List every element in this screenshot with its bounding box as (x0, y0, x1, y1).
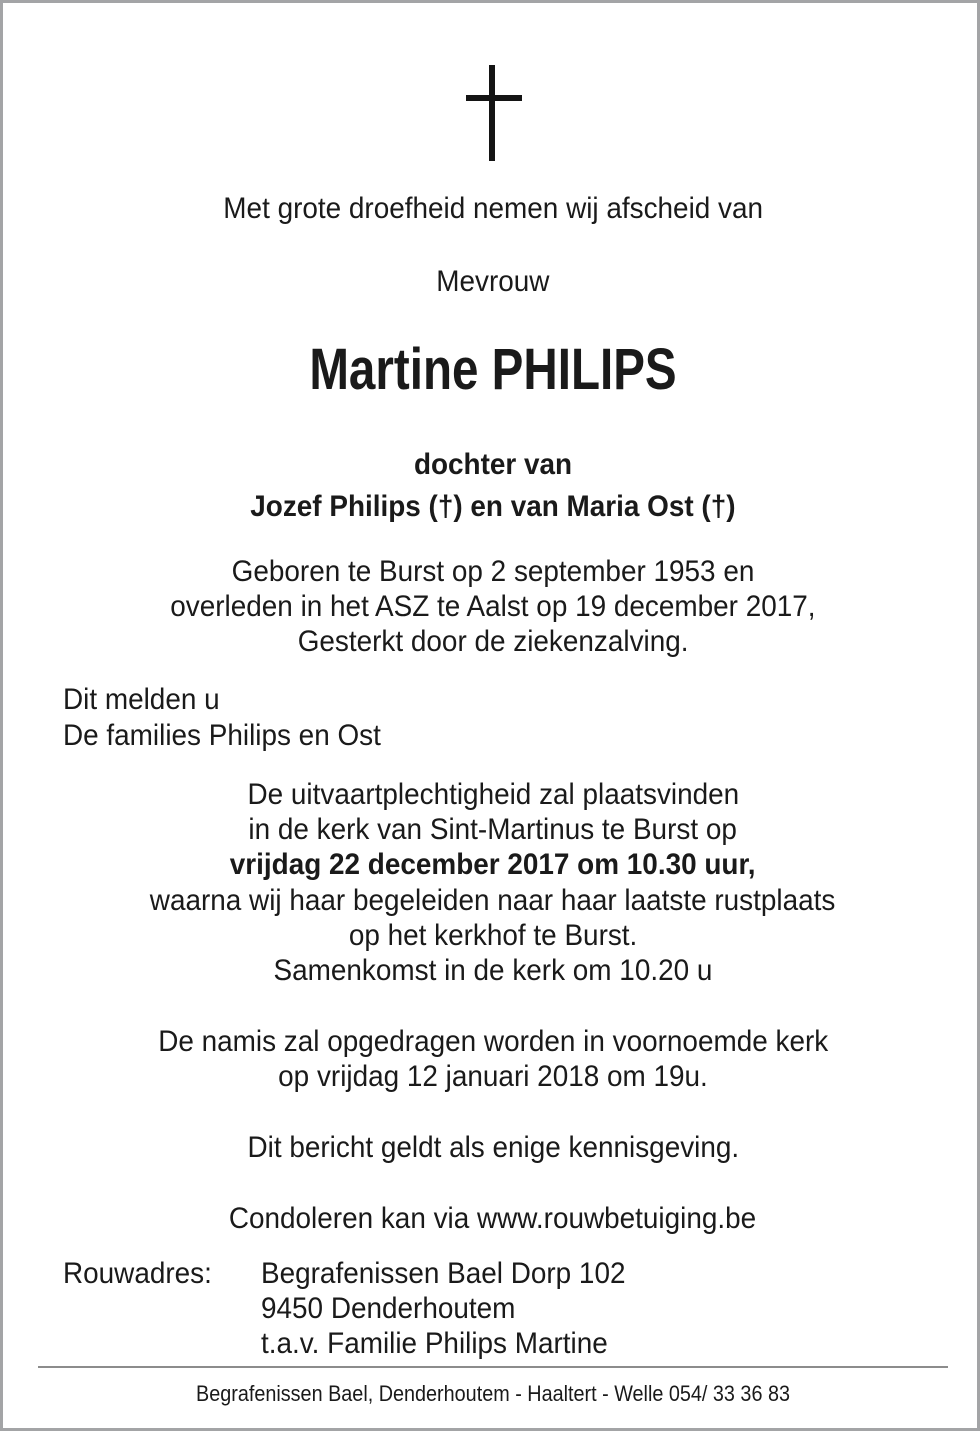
announcer-line: Dit melden u (63, 683, 220, 716)
relation: dochter van (413, 448, 573, 481)
announcer-line: De families Philips en Ost (63, 719, 381, 752)
address-label: Rouwadres: (63, 1257, 212, 1290)
address-line: Begrafenissen Bael Dorp 102 (261, 1257, 626, 1290)
mass-line: De namis zal opgedragen worden in voornoemde kerk (157, 1025, 828, 1058)
funeral-line: op het kerkhof te Burst. (348, 919, 638, 952)
birth-line: overleden in het ASZ te Aalst op 19 december 2017, (170, 590, 816, 623)
title-prefix: Mevrouw (436, 265, 550, 298)
deceased-name: Martine PHILIPS (309, 337, 677, 402)
address-line: 9450 Denderhoutem (261, 1292, 516, 1325)
condolences: Condoleren kan via www.rouwbetuiging.be (229, 1202, 757, 1235)
divider (38, 1366, 948, 1368)
funeral-date: vrijdag 22 december 2017 om 10.30 uur, (230, 848, 756, 881)
address-line: t.a.v. Familie Philips Martine (261, 1327, 608, 1360)
parents: Jozef Philips (†) en van Maria Ost (†) (250, 490, 736, 523)
footer: Begrafenissen Bael, Denderhoutem - Haaltert - Welle 054/ 33 36 83 (195, 1381, 790, 1406)
intro: Met grote droefheid nemen wij afscheid van (223, 192, 763, 225)
funeral-line: waarna wij haar begeleiden naar haar laatste rustplaats (150, 884, 836, 917)
funeral-line: De uitvaartplechtigheid zal plaatsvinden (247, 778, 739, 811)
birth-line: Gesterkt door de ziekenzalving. (297, 625, 689, 658)
notice: Dit bericht geldt als enige kennisgeving. (247, 1131, 739, 1164)
funeral-line: in de kerk van Sint-Martinus te Burst op (248, 813, 738, 846)
mass-line: op vrijdag 12 januari 2018 om 19u. (278, 1060, 708, 1093)
funeral-line: Samenkomst in de kerk om 10.20 u (273, 954, 713, 987)
cross-icon (489, 65, 495, 161)
birth-line: Geboren te Burst op 2 september 1953 en (231, 555, 755, 588)
cross-icon-bar (466, 95, 522, 101)
